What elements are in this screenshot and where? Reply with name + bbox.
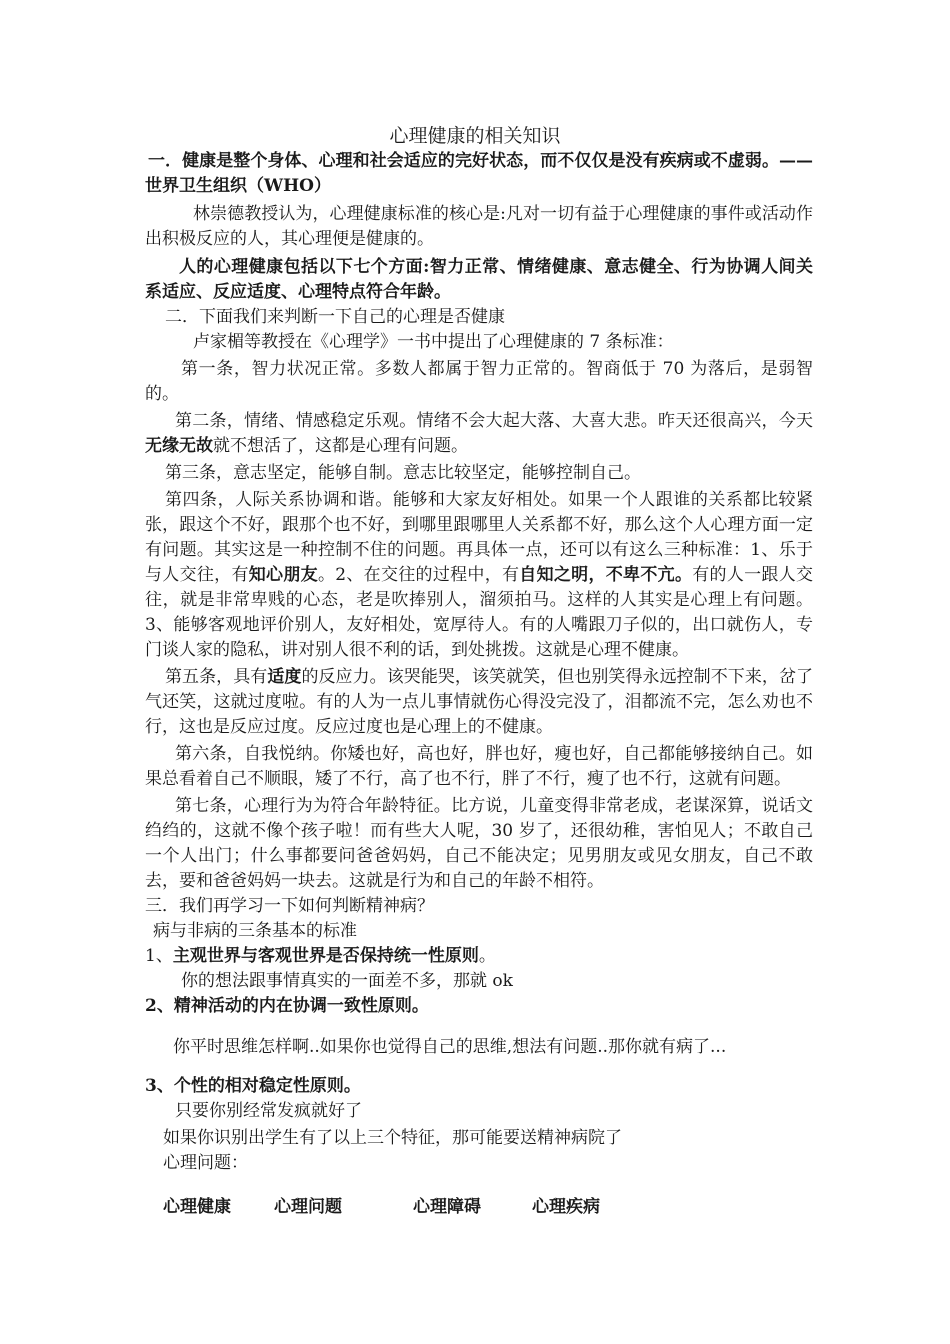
conclusion: 如果你识别出学生有了以上三个特征，那可能要送精神病院了 [163, 1128, 622, 1148]
rule-1-description: 你的想法跟事情真实的一面差不多，那就 ok [181, 971, 513, 991]
mental-problem-label: 心理问题： [163, 1153, 248, 1173]
section-2-intro: 卢家楣等教授在《心理学》一书中提出了心理健康的 7 条标准： [193, 332, 674, 352]
standard-item-6: 第六条，自我悦纳。你矮也好，高也好，胖也好，瘦也好，自己都能够接纳自己。如果总看着自己不顺眼，矮了不行，高了也不行，胖了不行，瘦了也不行，这就有问题。 [145, 744, 813, 789]
item-4-text-a: 第四条，人际关系协调和谐。能够和大家友好相处。如果一个人跟谁的关系都比较紧张，跟这个不好，跟那个也不好，到哪里跟哪里人关系都不好，那么这个人心理方面一定有问题。其实这是一种控制不住的问题。再具体一点，还可以有这么三种标准：1、乐于与人交往，有 [145, 490, 813, 585]
rule-2 [145, 994, 813, 1019]
lin-chongde-paragraph: 林崇德教授认为，心理健康标准的核心是:凡对一切有益于心理健康的事件或活动作出积极反应的人，其心理便是健康的。 [145, 204, 813, 249]
item-5-bold: 适度 [267, 667, 302, 687]
section-3-subheading: 病与非病的三条基本的标准 [153, 921, 357, 941]
standard-item-1: 第一条，智力状况正常。多数人都属于智力正常的。智商低于 70 为落后，是弱智的。 [145, 359, 813, 404]
rule-2-number: 2、 [145, 996, 174, 1016]
item-2-bold: 无缘无故 [145, 436, 213, 456]
item-2-text-a: 第二条，情绪、情感稳定乐观。情绪不会大起大落、大喜大悲。昨天还很高兴，今天 [175, 411, 813, 431]
level-mental-health: 心理健康 [163, 1197, 231, 1217]
rule-3 [145, 1074, 813, 1099]
item-2-text-c: 就不想活了，这都是心理有问题。 [213, 436, 468, 456]
rule-2-description: 你平时思维怎样啊..如果你也觉得自己的思维,想法有问题..那你就有病了... [173, 1037, 727, 1057]
rule-2-title: 精神活动的内在协调一致性原则。 [173, 996, 429, 1016]
section-1 [145, 149, 813, 1176]
item-4-text-e: 有的人一跟人交往，就是非常卑贱的心态，老是吹捧别人，溜须拍马。这样的人其实是心理上有问题。3、能够客观地评价别人，友好相处，宽厚待人。有的人嘴跟刀子似的，出口就伤人，专门谈人家的隐私，讲对别人很不利的话，到处挑拨。这就是心理不健康。 [145, 565, 814, 660]
standard-item-5 [145, 665, 813, 740]
item-5-text-c: 的反应力。该哭能哭，该笑就笑，但也别笑得永远控制不下来，岔了气还笑，这就过度啦。有的人为一点儿事情就伤心得没完没了，泪都流不完，怎么劝也不行，这也是反应过度。反应过度也是心理上的不健康。 [145, 667, 814, 737]
standard-item-7: 第七条，心理行为为符合年龄特征。比方说，儿童变得非常老成，老谋深算，说话文绉绉的，这就不像个孩子啦！而有些大人呢，30 岁了，还很幼稚，害怕见人；不敢自己一个人出门；什么事都要问爸爸妈妈，自己不能决定；见男朋友或见女朋友，自己不敢去，要和爸爸妈妈一块去。这就是行为和自己的年龄不相符。 [145, 796, 813, 891]
item-4-text-c: 。2、在交往的过程中，有 [317, 565, 520, 585]
item-4-bold-friends: 知心朋友 [248, 565, 318, 585]
who-definition: 一．健康是整个身体、心理和社会适应的完好状态，而不仅仅是没有疾病或不虚弱。——世界卫生组织（WHO） [145, 151, 813, 196]
level-mental-illness: 心理疾病 [532, 1197, 600, 1217]
level-mental-disorder: 心理障碍 [413, 1197, 481, 1217]
standard-item-2 [145, 409, 813, 459]
standard-item-3: 第三条，意志坚定，能够自制。意志比较坚定，能够控制自己。 [165, 463, 641, 483]
rule-3-number: 3、 [145, 1076, 174, 1096]
item-5-text-a: 第五条，具有 [165, 667, 268, 687]
page-title: 心理健康的相关知识 [389, 125, 561, 147]
rule-1-end: 。 [478, 946, 496, 966]
item-4-bold-self-knowledge: 自知之明，不卑不亢。 [519, 565, 693, 585]
rule-1 [145, 944, 813, 969]
section-3-heading: 三．我们再学习一下如何判断精神病？ [145, 896, 434, 916]
standard-item-4 [145, 488, 813, 663]
rule-3-description: 只要你别经常发疯就好了 [175, 1101, 362, 1121]
rule-1-number: 1、 [145, 946, 173, 966]
rule-3-title: 个性的相对稳定性原则。 [173, 1076, 361, 1096]
level-mental-problem: 心理问题 [274, 1197, 342, 1217]
rule-1-title: 主观世界与客观世界是否保持统一性原则 [172, 946, 479, 966]
seven-aspects-paragraph: 人的心理健康包括以下七个方面:智力正常、情绪健康、意志健全、行为协调人间关系适应、反应适度、心理特点符合年龄。 [145, 257, 813, 302]
section-2-heading: 二．下面我们来判断一下自己的心理是否健康 [165, 307, 505, 327]
